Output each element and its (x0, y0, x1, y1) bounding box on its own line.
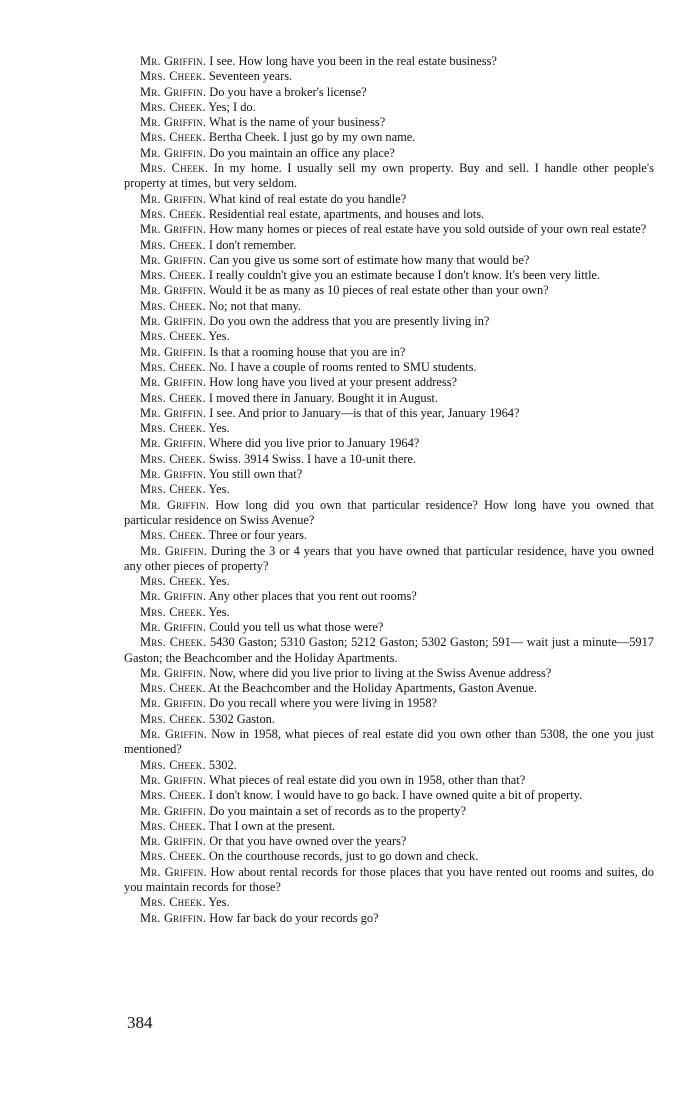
speaker-name: Mr. Griffin. (140, 191, 207, 206)
speaker-name: Mrs. Cheek. (140, 818, 206, 833)
transcript-paragraph (124, 436, 654, 451)
transcript-paragraph (124, 482, 654, 497)
speech-text: Seventeen years. (208, 69, 293, 84)
speaker-name: Mrs. Cheek. (140, 711, 206, 726)
speech-text: 5302 Gaston. (208, 711, 275, 726)
transcript-paragraph (124, 712, 654, 727)
transcript-paragraph (124, 100, 654, 115)
speaker-name: Mr. Griffin. (140, 344, 207, 359)
transcript-paragraph (124, 635, 654, 666)
transcript-paragraph (124, 192, 654, 207)
speech-text: I don't know. I would have to go back. I have owned quite a bit of property. (208, 788, 583, 803)
page-number: 384 (127, 1013, 153, 1032)
speaker-name: Mr. Griffin. (140, 115, 207, 130)
transcript-paragraph (124, 773, 654, 788)
speaker-name: Mrs. Cheek. (140, 895, 206, 910)
speaker-name: Mr. Griffin. (140, 910, 207, 925)
speaker-name: Mr. Griffin. (140, 589, 207, 604)
speaker-name: Mrs. Cheek. (140, 788, 206, 803)
transcript-paragraph (124, 54, 654, 69)
speech-text: No. I have a couple of rooms rented to SMU students. (208, 359, 477, 374)
speaker-name: Mr. Griffin. (140, 727, 208, 742)
speech-text: Three or four years. (208, 528, 308, 543)
speaker-name: Mr. Griffin. (140, 314, 207, 329)
transcript-paragraph (124, 804, 654, 819)
speech-text: Would it be as many as 10 pieces of real estate other than your own? (209, 283, 549, 298)
speaker-name: Mrs. Cheek. (140, 528, 206, 543)
transcript-paragraph (124, 360, 654, 375)
transcript-paragraph (124, 528, 654, 543)
speech-text: Do you maintain a set of records as to the property? (209, 803, 466, 818)
speaker-name: Mr. Griffin. (140, 803, 207, 818)
transcript-paragraph (124, 895, 654, 910)
transcript-paragraph (124, 391, 654, 406)
speech-text: Do you have a broker's license? (209, 84, 367, 99)
speech-text: What kind of real estate do you handle? (209, 191, 407, 206)
transcript-paragraph (124, 467, 654, 482)
speaker-name: Mrs. Cheek. (140, 237, 206, 252)
transcript-paragraph (124, 222, 654, 237)
speaker-name: Mrs. Cheek. (140, 329, 206, 344)
speaker-name: Mr. Griffin. (140, 834, 207, 849)
speaker-name: Mrs. Cheek. (140, 482, 206, 497)
speech-text: I see. And prior to January—is that of this year, January 1964? (209, 405, 520, 420)
transcript-paragraph (124, 130, 654, 145)
speech-text: I really couldn't give you an estimate because I don't know. It's been very little. (208, 268, 601, 283)
transcript-paragraph (124, 834, 654, 849)
speaker-name: Mrs. Cheek. (140, 757, 206, 772)
transcript-paragraph (124, 620, 654, 635)
speaker-name: Mrs. Cheek. (140, 69, 206, 84)
transcript-paragraph (124, 283, 654, 298)
speaker-name: Mrs. Cheek. (140, 298, 206, 313)
speaker-name: Mr. Griffin. (140, 436, 207, 451)
transcript-paragraph (124, 788, 654, 803)
transcript-paragraph (124, 911, 654, 926)
speaker-name: Mr. Griffin. (140, 696, 207, 711)
transcript-paragraph (124, 253, 654, 268)
transcript-paragraph (124, 299, 654, 314)
speech-text: Where did you live prior to January 1964? (209, 436, 420, 451)
speech-text: During the 3 or 4 years that you have owned that particular residence, have you owned any other pieces of property? (124, 543, 654, 573)
speech-text: Do you recall where you were living in 1958? (209, 696, 438, 711)
speech-text: How long have you lived at your present address? (209, 375, 458, 390)
speech-text: Yes. (208, 895, 230, 910)
speaker-name: Mrs. Cheek. (140, 206, 206, 221)
speaker-name: Mr. Griffin. (140, 405, 207, 420)
transcript-paragraph (124, 498, 654, 529)
transcript-paragraph (124, 268, 654, 283)
speech-text: I don't remember. (208, 237, 297, 252)
speaker-name: Mrs. Cheek. (140, 268, 206, 283)
speech-text: Or that you have owned over the years? (209, 834, 407, 849)
speech-text: Do you own the address that you are presently living in? (209, 314, 490, 329)
speaker-name: Mr. Griffin. (140, 222, 207, 237)
transcript-paragraph (124, 161, 654, 192)
transcript-paragraph (124, 115, 654, 130)
transcript-paragraph (124, 85, 654, 100)
speech-text: How long did you own that particular residence? How long have you owned that particular residence on Swiss Avenue? (124, 497, 654, 527)
speaker-name: Mrs. Cheek. (140, 390, 206, 405)
transcript-paragraph (124, 406, 654, 421)
speech-text: Do you maintain an office any place? (209, 145, 395, 160)
speaker-name: Mrs. Cheek. (140, 130, 206, 145)
speaker-name: Mrs. Cheek. (140, 161, 209, 176)
speech-text: Now in 1958, what pieces of real estate did you own other than 5308, the one you just mentioned? (124, 727, 654, 757)
speech-text: Residential real estate, apartments, and houses and lots. (208, 206, 485, 221)
speech-text: Can you give us some sort of estimate how many that would be? (209, 252, 530, 267)
transcript-paragraph (124, 452, 654, 467)
transcript-paragraph (124, 375, 654, 390)
speaker-name: Mrs. Cheek. (140, 99, 206, 114)
speaker-name: Mrs. Cheek. (140, 635, 207, 650)
speaker-name: Mr. Griffin. (140, 619, 207, 634)
speaker-name: Mr. Griffin. (140, 375, 207, 390)
speech-text: You still own that? (208, 467, 303, 482)
speech-text: Yes. (208, 329, 230, 344)
speech-text: 5302. (208, 757, 237, 772)
speaker-name: Mrs. Cheek. (140, 451, 206, 466)
transcript-paragraph (124, 758, 654, 773)
speech-text: On the courthouse records, just to go down and check. (208, 849, 479, 864)
transcript-paragraph (124, 605, 654, 620)
speaker-name: Mr. Griffin. (140, 84, 207, 99)
speech-text: Yes; I do. (208, 99, 256, 114)
transcript-paragraph (124, 314, 654, 329)
speech-text: Could you tell us what those were? (209, 619, 384, 634)
speech-text: 5430 Gaston; 5310 Gaston; 5212 Gaston; 5302 Gaston; 591— wait just a minute—5917 Gaston; the Beachcomber and the Holiday Apartments. (124, 635, 654, 665)
speaker-name: Mr. Griffin. (140, 467, 207, 482)
speech-text: No; not that many. (208, 298, 302, 313)
speech-text: How many homes or pieces of real estate have you sold outside of your own real estate? (209, 222, 647, 237)
speech-text: That I own at the present. (208, 818, 336, 833)
speaker-name: Mr. Griffin. (140, 665, 207, 680)
speaker-name: Mrs. Cheek. (140, 421, 206, 436)
speech-text: Now, where did you live prior to living at the Swiss Avenue address? (209, 665, 552, 680)
transcript-paragraph (124, 421, 654, 436)
speaker-name: Mr. Griffin. (140, 54, 207, 68)
transcript-paragraph (124, 207, 654, 222)
speech-text: Is that a rooming house that you are in? (209, 344, 406, 359)
transcript-body (124, 54, 654, 926)
speech-text: At the Beachcomber and the Holiday Apartments, Gaston Avenue. (208, 681, 537, 696)
speech-text: Yes. (208, 421, 230, 436)
transcript-paragraph (124, 727, 654, 758)
speech-text: Swiss. 3914 Swiss. I have a 10-unit there. (208, 451, 417, 466)
speech-text: Bertha Cheek. I just go by my own name. (208, 130, 416, 145)
speaker-name: Mr. Griffin. (140, 497, 210, 512)
speech-text: In my home. I usually sell my own property. Buy and sell. I handle other people's property at times, but very seldom. (124, 161, 654, 191)
transcript-paragraph (124, 849, 654, 864)
transcript-paragraph (124, 865, 654, 896)
speech-text: I moved there in January. Bought it in August. (208, 390, 438, 405)
transcript-paragraph (124, 574, 654, 589)
transcript-paragraph (124, 696, 654, 711)
transcript-paragraph (124, 329, 654, 344)
speaker-name: Mrs. Cheek. (140, 849, 206, 864)
speech-text: Yes. (208, 574, 230, 589)
speech-text: How far back do your records go? (209, 910, 379, 925)
speaker-name: Mrs. Cheek. (140, 604, 206, 619)
transcript-paragraph (124, 69, 654, 84)
speaker-name: Mr. Griffin. (140, 772, 207, 787)
speaker-name: Mrs. Cheek. (140, 359, 206, 374)
transcript-paragraph (124, 238, 654, 253)
speech-text: What is the name of your business? (209, 115, 386, 130)
speech-text: Yes. (208, 482, 230, 497)
speech-text: Yes. (208, 604, 230, 619)
transcript-paragraph (124, 819, 654, 834)
speech-text: I see. How long have you been in the real estate business? (209, 54, 497, 68)
transcript-paragraph (124, 666, 654, 681)
speech-text: Any other places that you rent out rooms? (208, 589, 417, 604)
speaker-name: Mr. Griffin. (140, 252, 207, 267)
speaker-name: Mr. Griffin. (140, 283, 207, 298)
speaker-name: Mrs. Cheek. (140, 574, 206, 589)
speaker-name: Mrs. Cheek. (140, 681, 206, 696)
speaker-name: Mr. Griffin. (140, 145, 207, 160)
speaker-name: Mr. Griffin. (140, 864, 207, 879)
speech-text: How about rental records for those places that you have rented out rooms and suites, do you maintain records for those? (124, 864, 654, 895)
speaker-name: Mr. Griffin. (140, 543, 208, 558)
transcript-paragraph (124, 345, 654, 360)
transcript-paragraph (124, 544, 654, 575)
speech-text: What pieces of real estate did you own in 1958, other than that? (209, 772, 526, 787)
transcript-paragraph (124, 589, 654, 604)
transcript-paragraph (124, 681, 654, 696)
transcript-paragraph (124, 146, 654, 161)
